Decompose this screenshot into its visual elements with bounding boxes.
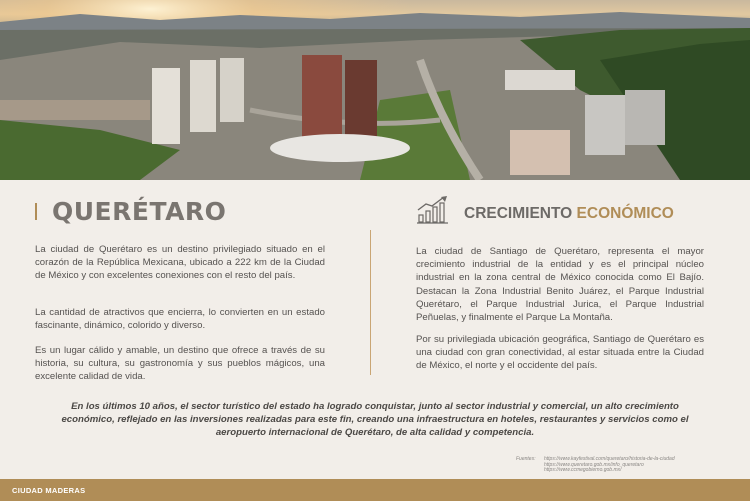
page-title: QUERÉTARO [52, 197, 227, 226]
connectivity-paragraph: Por su privilegiada ubicación geográfica, Santiago de Querétaro es una ciudad con gran conectividad, al estar situada entre la Ciudad de México, el norte y el occidente del país. [416, 334, 704, 372]
hero-city-photo [0, 0, 750, 180]
sources-links [544, 457, 675, 474]
economic-growth-heading [464, 204, 674, 224]
title-row [35, 195, 325, 231]
lifestyle-paragraph: Es un lugar cálido y amable, un destino que ofrece a través de su historia, su cultura, su gastronomía y sus pueblos mágicos, una excelente calidad de vida. [35, 345, 325, 383]
title-accent-bar [35, 203, 37, 220]
column-divider [370, 230, 371, 375]
tourism-quote: En los últimos 10 años, el sector turístico del estado ha logrado conquistar, junto al sector industrial y comercial, un alto crecimiento económico, reflejado en las inversiones realizadas para este fin, creando una infraestructura en hoteles, restaurantes y servicios como el aeropuerto internacional de Querétaro, de alta calidad y competencia. [61, 401, 689, 439]
source-link[interactable]: https://www.ccmegobierno.gob.mx/ [544, 467, 622, 474]
heading-light: CRECIMIENTO [464, 205, 577, 222]
queretaro-section [35, 195, 325, 383]
sources-label: Fuentes: [516, 456, 536, 462]
footer-brand: CIUDAD MADERAS [12, 486, 86, 495]
intro-paragraph: La ciudad de Querétaro es un destino privilegiado situado en el corazón de la República Mexicana, ubicado a 222 km de la Ciudad de México y con excelentes conexiones con el resto del país. [35, 244, 325, 282]
growth-chart-icon [416, 195, 450, 225]
source-link[interactable]: https://www.kayfestival.com/queretaro/historia-de-la-ciudad [544, 456, 675, 462]
source-link[interactable]: https://www.queretaro.gob.mx/info_queretaro [544, 461, 644, 468]
hero-illustration [0, 0, 750, 180]
heading-accent: ECONÓMICO [576, 205, 674, 222]
attractions-paragraph: La cantidad de atractivos que encierra, lo convierten en un estado fascinante, dinámico, colorido y diverso. [35, 307, 325, 332]
industrial-paragraph: La ciudad de Santiago de Querétaro, representa el mayor crecimiento industrial de la entidad y es el principal núcleo industrial en la zona central de México conocida como El Bajío. Destacan la Zona Industrial Benito Juárez, el Parque Industrial Querétaro, el Parque Industrial Jurica, el Parque Industrial Peñuelas, y finalmente el Parque La Montaña. [416, 246, 704, 324]
footer-bar [0, 479, 750, 501]
